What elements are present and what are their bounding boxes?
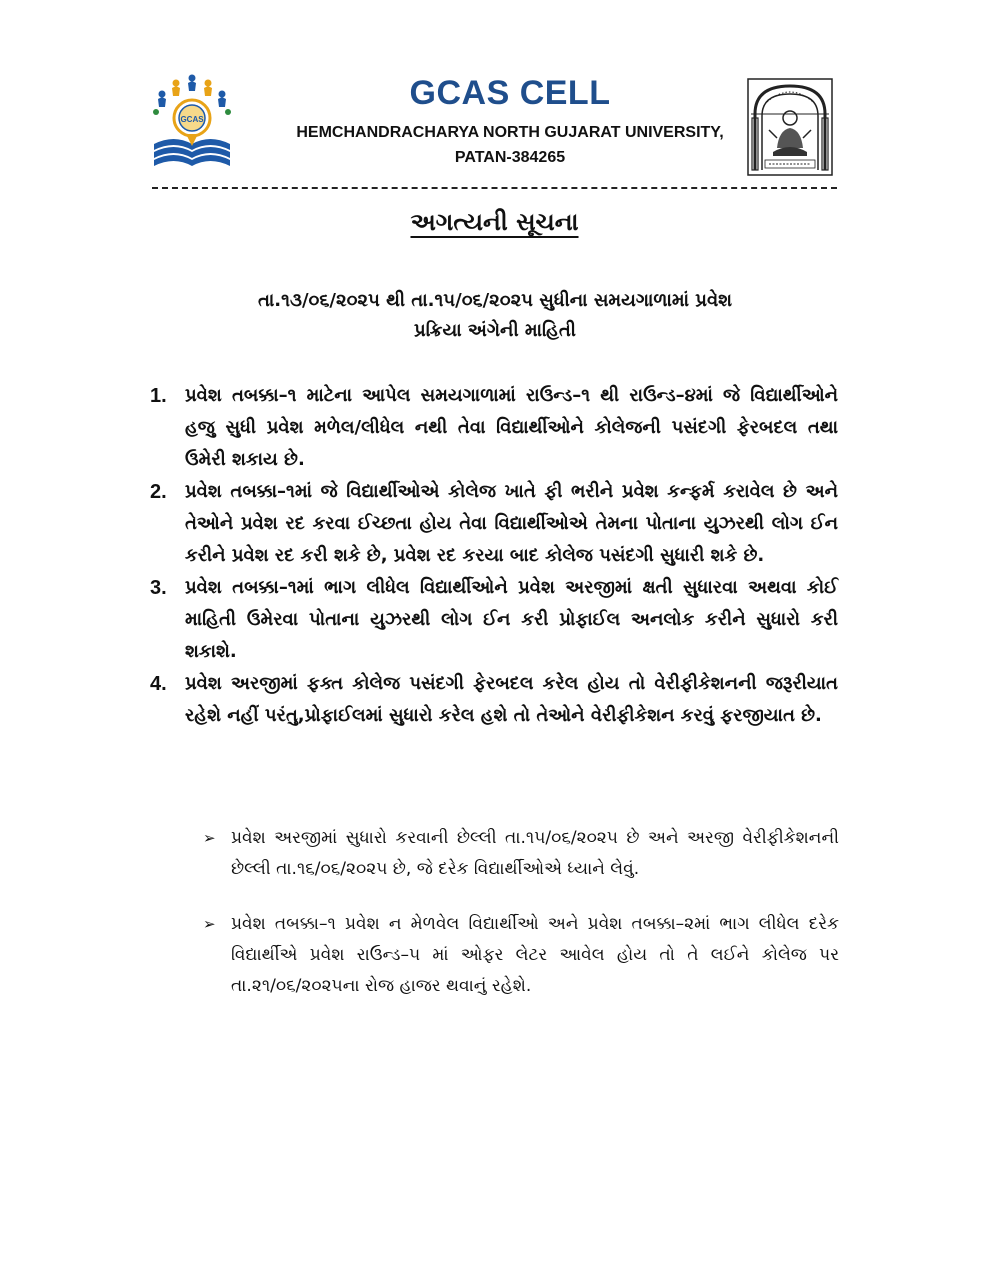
university-emblem-icon bbox=[747, 78, 833, 176]
numbered-points bbox=[150, 380, 838, 732]
arrow-bullet-icon: ➢ bbox=[203, 829, 216, 847]
gcas-logo-text: GCAS bbox=[180, 115, 204, 124]
bullet-item bbox=[203, 909, 839, 1002]
point-item bbox=[150, 668, 838, 732]
notice-subject-line1: તા.૧૩/૦૬/૨૦૨૫ થી તા.૧૫/૦૬/૨૦૨૫ સુધીના સમયગાળામાં પ્રવેશ bbox=[257, 290, 733, 311]
point-number: 4. bbox=[150, 673, 167, 695]
point-text: પ્રવેશ તબક્કા–૧માં જે વિદ્યાર્થીઓએ કોલેજ ખાતે ફી ભરીને પ્રવેશ કન્ફર્મ કરાવેલ છે અને તેઓને પ્રવેશ રદ કરવા ઈચ્છતા હોય તેવા વિદ્યાર્થીઓએ તેમના પોતાના યુઝરથી લોગ ઈન કરીને પ્રવેશ રદ કરી શકે છે, પ્રવેશ રદ કરયા બાદ કોલેજ પસંદગી સુધારી શકે છે. bbox=[185, 481, 838, 566]
bullet-notes bbox=[203, 823, 839, 1026]
point-item bbox=[150, 476, 838, 572]
point-number: 2. bbox=[150, 481, 167, 503]
point-item bbox=[150, 380, 838, 476]
point-text: પ્રવેશ તબક્કા–૧માં ભાગ લીધેલ વિદ્યાર્થીઓને પ્રવેશ અરજીમાં ક્ષતી સુધારવા અથવા કોઈ માહિતી ઉમેરવા પોતાના યુઝરથી લોગ ઈન કરી પ્રોફાઈલ અનલોક કરીને સુધારો કરી શકાશે. bbox=[185, 577, 838, 662]
arrow-bullet-icon: ➢ bbox=[203, 915, 216, 933]
bullet-text: પ્રવેશ અરજીમાં સુધારો કરવાની છેલ્લી તા.૧૫/૦૬/૨૦૨૫ છે અને અરજી વેરીફીકેશનની છેલ્લી તા.૧૬/૦૬/૨૦૨૫ છે, જે દરેક વિદ્યાર્થીઓએ ધ્યાને લેવું. bbox=[231, 828, 839, 879]
university-name: HEMCHANDRACHARYA NORTH GUJARAT UNIVERSITY, bbox=[296, 124, 724, 141]
header-divider bbox=[152, 187, 837, 189]
notice-subject-line2: પ્રક્રિયા અંગેની માહિતી bbox=[414, 320, 576, 341]
bullet-text: પ્રવેશ તબક્કા–૧ પ્રવેશ ન મેળવેલ વિદ્યાર્થીઓ અને પ્રવેશ તબક્કા–૨માં ભાગ લીધેલ દરેક વિદ્યાર્થીએ પ્રવેશ રાઉન્ડ–૫ માં ઓફર લેટર આવેલ હોય તો તે લઈને કોલેજ પર તા.૨૧/૦૬/૨૦૨૫ના રોજ હાજર થવાનું રહેશે. bbox=[231, 914, 839, 996]
point-item bbox=[150, 572, 838, 668]
bullet-item bbox=[203, 823, 839, 885]
university-city: PATAN-384265 bbox=[454, 149, 566, 166]
gcas-logo-icon bbox=[148, 72, 236, 172]
header-title: GCAS CELL bbox=[409, 74, 611, 112]
notice-subject bbox=[150, 286, 840, 346]
point-text: પ્રવેશ તબક્કા–૧ માટેના આપેલ સમયગાળામાં રાઉન્ડ–૧ થી રાઉન્ડ–૪માં જે વિદ્યાર્થીઓને હજુ સુધી પ્રવેશ મળેલ/લીધેલ નથી તેવા વિદ્યાર્થીઓને કોલેજની પસંદગી ફેરબદલ તથા ઉમેરી શકાય છે. bbox=[185, 385, 838, 470]
notice-title bbox=[0, 208, 989, 236]
point-text: પ્રવેશ અરજીમાં ફક્ત કોલેજ પસંદગી ફેરબદલ કરેલ હોય તો વેરીફીકેશનની જરૂરીયાત રહેશે નહીં પરંતુ,પ્રોફાઈલમાં સુધારો કરેલ હશે તો તેઓને વેરીફીકેશન કરવું ફરજીયાત છે. bbox=[185, 673, 838, 726]
point-number: 3. bbox=[150, 577, 167, 599]
notice-title-text: અગત્યની સૂચના bbox=[410, 208, 579, 236]
point-number: 1. bbox=[150, 385, 167, 407]
